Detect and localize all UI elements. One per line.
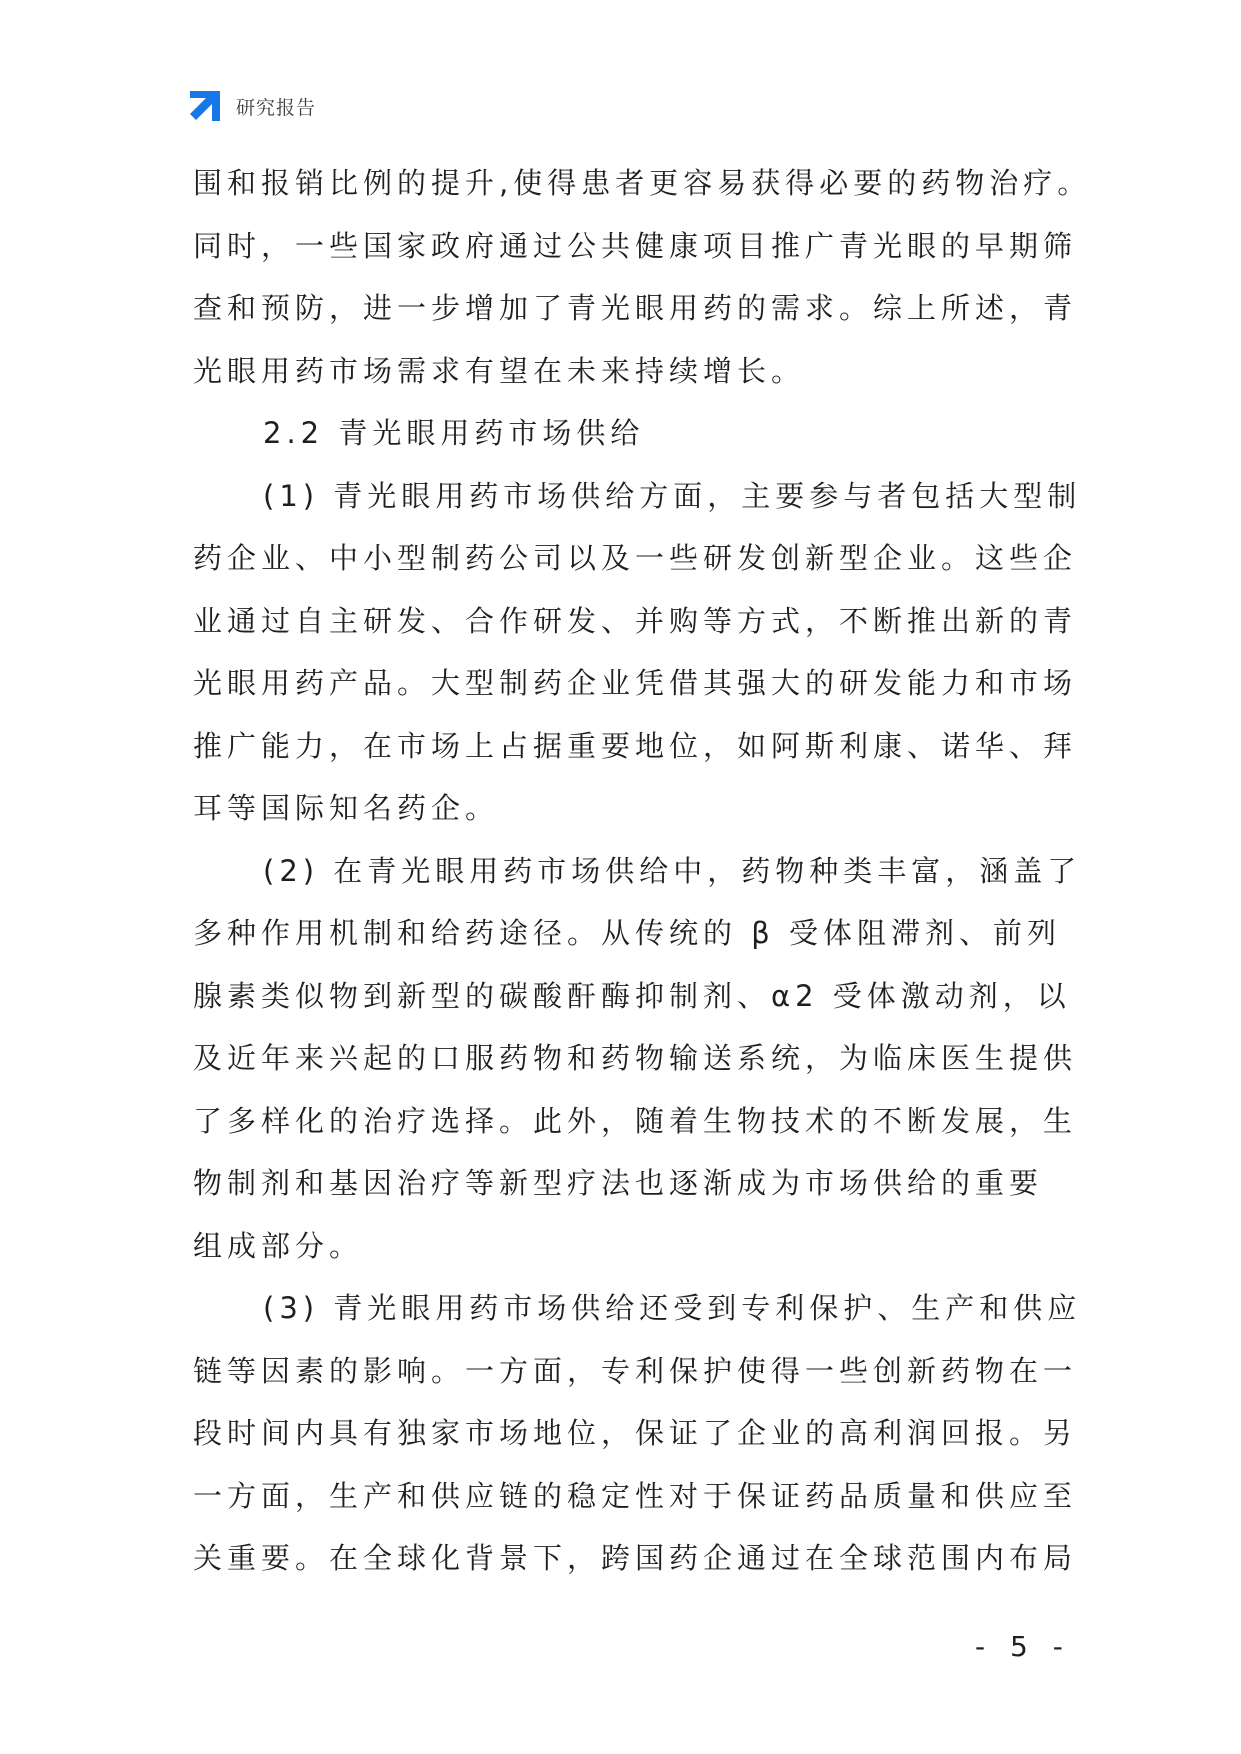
text-line: 耳等国际知名药企。 <box>193 791 500 825</box>
page-number: - 5 - <box>975 1630 1071 1663</box>
text-line: 关重要。在全球化背景下，跨国药企通过在全球范围内布局 <box>193 1541 1078 1575</box>
text-line: 段时间内具有独家市场地位，保证了企业的高利润回报。另 <box>193 1416 1078 1450</box>
text-line: 同时，一些国家政府通过公共健康项目推广青光眼的早期筛 <box>193 228 1078 263</box>
text-line: 多种作用机制和给药途径。从传统的 β 受体阻滞剂、前列 <box>193 916 1061 950</box>
section-heading-2-2 <box>193 402 1093 465</box>
text-line: 了多样化的治疗选择。此外，随着生物技术的不断发展，生 <box>193 1103 1078 1138</box>
text-line: 业通过自主研发、合作研发、并购等方式，不断推出新的青 <box>193 603 1078 638</box>
text-line: 光眼用药产品。大型制药企业凭借其强大的研发能力和市场 <box>193 666 1078 700</box>
text-line: 查和预防，进一步增加了青光眼用药的需求。综上所述，青 <box>193 291 1078 325</box>
text-line: 链等因素的影响。一方面，专利保护使得一些创新药物在一 <box>193 1353 1078 1388</box>
paragraph-supply-2 <box>193 840 1093 1278</box>
text-line: 腺素类似物到新型的碳酸酐酶抑制剂、α2 受体激动剂，以 <box>193 978 1071 1013</box>
paragraph-coverage-demand <box>193 152 1093 402</box>
report-header <box>188 88 316 124</box>
document-body <box>193 152 1093 1590</box>
text-line: 及近年来兴起的口服药物和药物输送系统，为临床医生提供 <box>193 1041 1078 1075</box>
arrow-logo-icon <box>188 89 222 123</box>
text-line: 光眼用药市场需求有望在未来持续增长。 <box>193 353 806 388</box>
text-line: 推广能力，在市场上占据重要地位，如阿斯利康、诺华、拜 <box>193 728 1078 763</box>
text-line: 组成部分。 <box>193 1228 364 1263</box>
text-line: 物制剂和基因治疗等新型疗法也逐渐成为市场供给的重要 <box>193 1166 1044 1200</box>
text-line: (3) 青光眼用药市场供给还受到专利保护、生产和供应 <box>263 1291 1082 1325</box>
text-line: (1) 青光眼用药市场供给方面，主要参与者包括大型制 <box>263 478 1082 513</box>
paragraph-supply-3 <box>193 1277 1093 1590</box>
text-line: 药企业、中小型制药公司以及一些研发创新型企业。这些企 <box>193 541 1078 575</box>
paragraph-supply-1 <box>193 465 1093 840</box>
text-line: 围和报销比例的提升,使得患者更容易获得必要的药物治疗。 <box>193 166 1092 200</box>
text-line: 一方面，生产和供应链的稳定性对于保证药品质量和供应至 <box>193 1478 1078 1513</box>
header-title: 研究报告 <box>236 96 317 119</box>
section-heading: 2.2 青光眼用药市场供给 <box>263 416 645 450</box>
text-line: (2) 在青光眼用药市场供给中，药物种类丰富，涵盖了 <box>263 853 1082 888</box>
